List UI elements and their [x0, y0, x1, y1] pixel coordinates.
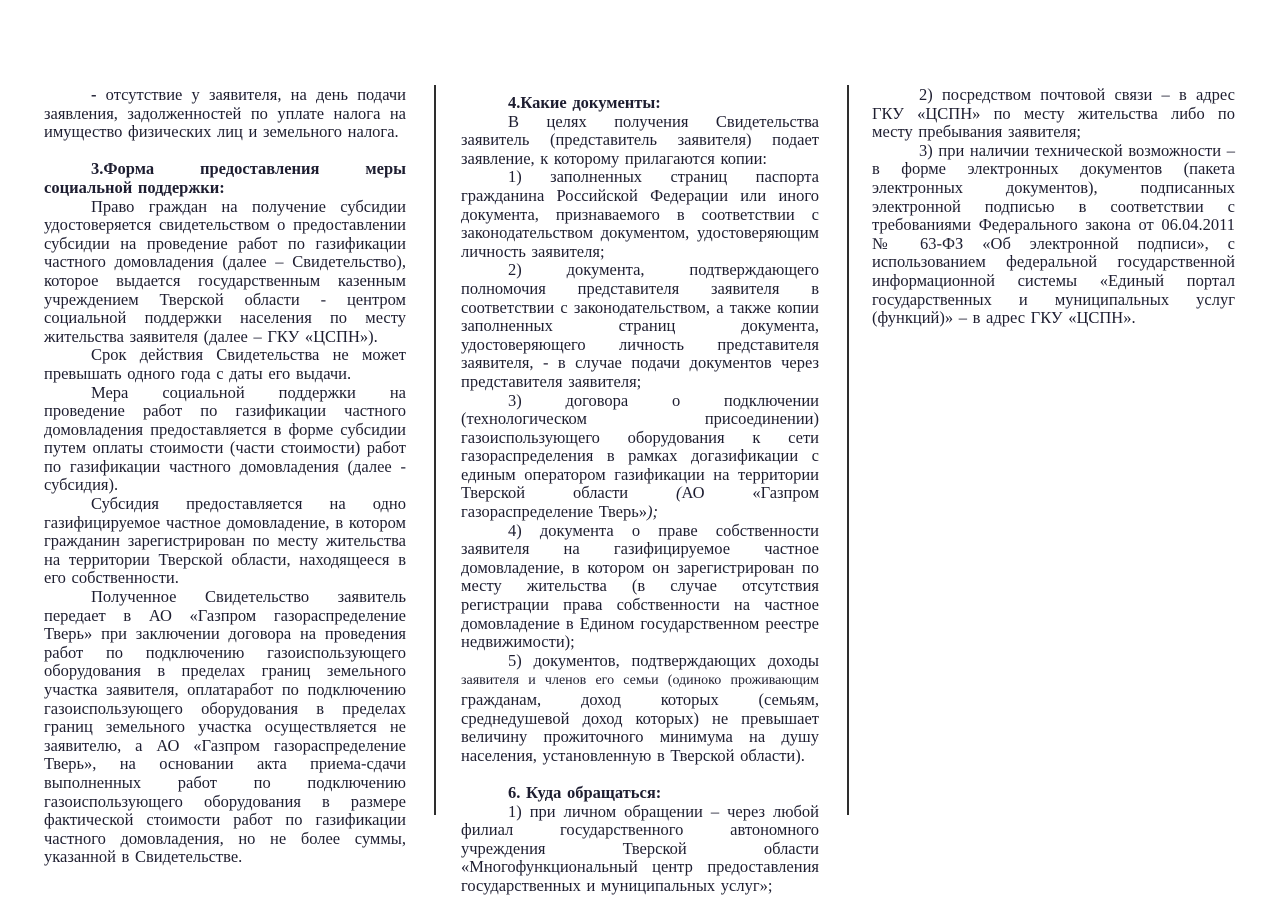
text-run: Мера социальной поддержки на проведение работ по газификации частного домовладения предоставляется в форме субсидии путем оплаты стоимости (части стоимости) работ по газификации частного домовладения (далее - субсидия). [44, 382, 406, 495]
paragraph [872, 142, 1235, 328]
text-run: 3.Форма предоставления меры социальной поддержки: [44, 159, 406, 197]
paragraph [461, 113, 819, 169]
text-run: 1) заполненных страниц паспорта гражданина Российской Федерации или иного документа, признаваемого в соответствии с законодательством документом, удостоверяющим личность заявителя; [461, 167, 819, 261]
paragraph [44, 495, 406, 588]
column-divider-right [847, 85, 849, 815]
column-divider-left [434, 85, 436, 815]
paragraph [44, 86, 406, 142]
text-run: отсутствие у заявителя, на день подачи заявления, задолженностей по уплате налога на имущество физических лиц и земельного налога. [44, 85, 406, 142]
paragraph [44, 346, 406, 383]
text-run: Срок действия Свидетельства не может превышать одного года с даты его выдачи. [44, 345, 406, 383]
text-run: АО «Газпром газораспределение Тверь» [461, 483, 820, 522]
text-run: Право граждан на получение субсидии удостоверяется свидетельством о предоставлении субсидии на проведение работ по газификации частного домовладения (далее – Свидетельство), которое выдается государственным казенным учреждением Тверской области - центром социальной поддержки населения по месту жительства заявителя (далее – ГКУ «ЦСПН»). [44, 196, 406, 346]
text-run: 5) документов, подтверждающих доходы [508, 650, 819, 670]
paragraph [44, 384, 406, 496]
paragraph [461, 522, 819, 652]
paragraph [872, 86, 1235, 142]
paragraph [44, 198, 406, 347]
text-run: заявителя и членов его семьи (одиноко проживающим [461, 673, 819, 689]
text-run: В целях получения Свидетельства заявитель (представитель заявителя) подает заявление, к которому прилагаются копии: [461, 111, 819, 168]
paragraph [44, 588, 406, 867]
column-2 [461, 94, 819, 896]
text-run: ( [675, 483, 682, 503]
section-heading [44, 160, 406, 197]
text-run: 6. Куда обращаться: [508, 782, 662, 802]
text-run: гражданам, доход которых (семьям, среднедушевой доход которых) не превышает величину прожиточного минимума на душу населения, установленную в Тверской области). [461, 690, 819, 765]
text-run: 3) при наличии технической возможности – в форме электронных документов (пакета электронных документов), подписанных электронной подписью в соответствии с требованиями Федерального закона от 06.04.2011 № 63-ФЗ «Об электронной подписи», с использованием федеральной государственной информационной системы «Единый портал государственных и муниципальных услуг (функций)» – в адрес ГКУ «ЦСПН». [872, 140, 1235, 328]
section-heading [461, 94, 819, 113]
column-3 [872, 86, 1235, 328]
text-run: 1) при личном обращении – через любой филиал государственного автономного учреждения Тверской области «Многофункциональный центр предоставления государственных и муниципальных услуг»; [461, 801, 819, 895]
paragraph [461, 803, 819, 896]
text-run: Полученное Свидетельство заявитель передает в АО «Газпром газораспределение Тверь» при заключении договора на проведения работ по подключению газоиспользующего оборудования в пределах границ земельного участка заявителя, оплатаработ по подключению газоиспользующего оборудования в пределах границ земельного участка осуществляется не заявителю, а АО «Газпром газораспределение Тверь», на основании акта приема-сдачи выполненных работ по подключению газоиспользующего оборудования в размере фактической стоимости работ по газификации частного домовладения, но не более суммы, указанной в Свидетельстве. [44, 587, 406, 867]
text-run: 2) документа, подтверждающего полномочия представителя заявителя в соответствии с законодательством, а также копии заполненных страниц документа, удостоверяющего личность представителя заявителя, - в случае подачи документов через представителя заявителя; [461, 260, 819, 391]
text-run: 4.Какие документы: [508, 93, 661, 112]
text-run: 3) договора о подключении (технологическом присоединении) газоиспользующего оборудования к сети газораспределения в рамках догазификации с единым оператором газификации на территории Тверской области [461, 390, 819, 503]
text-run: Субсидия предоставляется на одно газифицируемое частное домовладение, в котором гражданин зарегистрирован по месту жительства на территории Тверской области, находящееся в его собственности. [44, 494, 406, 588]
text-run: ); [647, 502, 659, 522]
section-heading [461, 784, 819, 803]
paragraph [461, 652, 819, 766]
paragraph [461, 261, 819, 391]
text-run: 2) посредством почтовой связи – в адрес ГКУ «ЦСПН» по месту жительства либо по месту пребывания заявителя; [872, 85, 1235, 142]
column-1 [44, 86, 406, 867]
blank-line [461, 765, 819, 784]
text-run: 4) документа о праве собственности заявителя на газифицируемое частное домовладение, в котором он зарегистрирован по месту жительства (в случае отсутствия регистрации права собственности на частное домовладение в Едином государственном реестре недвижимости); [461, 520, 819, 652]
paragraph [461, 392, 819, 522]
text-run: - [91, 85, 106, 104]
paragraph [461, 168, 819, 261]
blank-line [44, 142, 406, 161]
